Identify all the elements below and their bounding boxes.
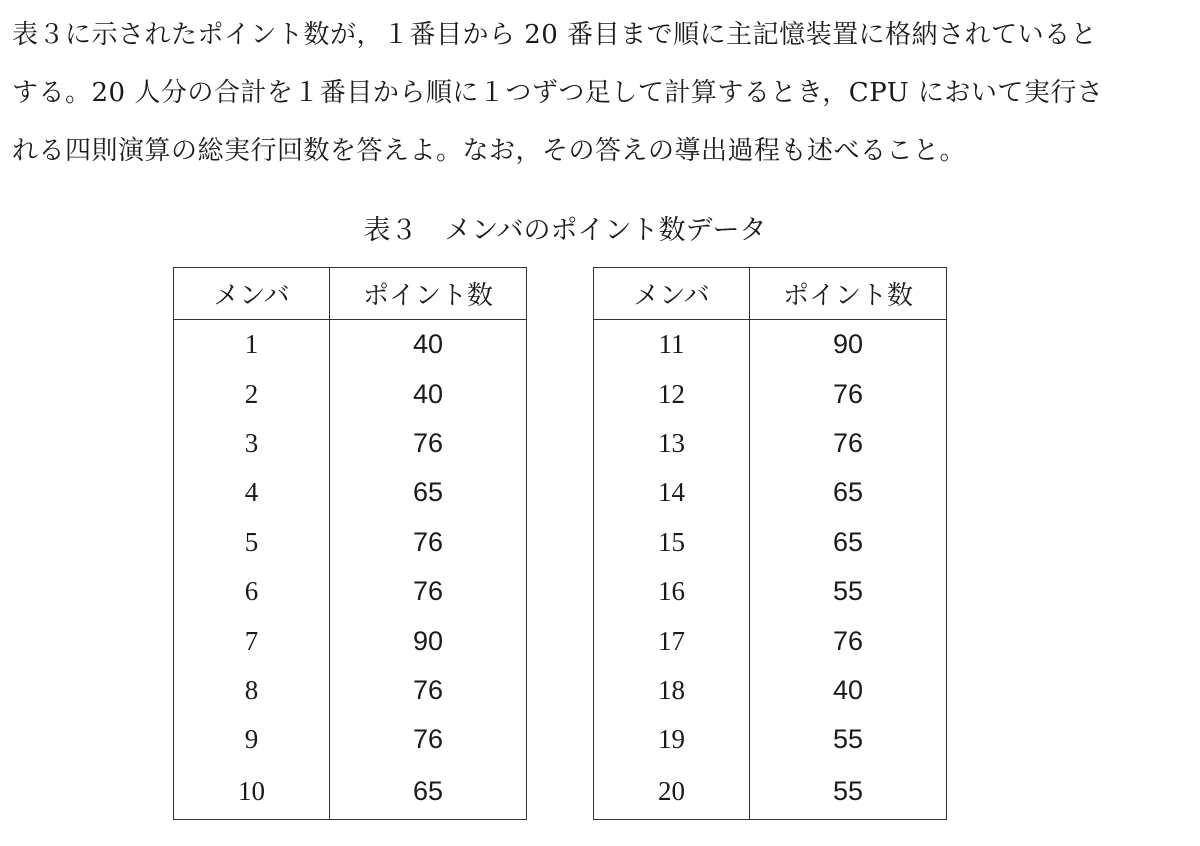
table-row <box>594 715 947 764</box>
table-header-row <box>174 268 527 320</box>
member-cell: 15 <box>594 518 750 567</box>
points-cell: 76 <box>412 674 444 705</box>
points-cell: 65 <box>412 776 444 807</box>
points-cell: 55 <box>832 776 864 807</box>
member-cell: 6 <box>174 567 330 616</box>
table-row <box>594 765 947 820</box>
points-cell: 76 <box>412 724 444 755</box>
member-cell: 4 <box>174 468 330 517</box>
points-table-left <box>173 267 527 820</box>
table-row <box>594 320 947 370</box>
member-column-header: メンバ <box>594 268 750 320</box>
table-row <box>594 419 947 468</box>
member-cell: 16 <box>594 567 750 616</box>
member-cell: 19 <box>594 715 750 764</box>
member-cell: 7 <box>174 616 330 665</box>
table-row <box>174 567 527 616</box>
member-cell: 14 <box>594 468 750 517</box>
member-cell: 18 <box>594 666 750 715</box>
points-cell: 76 <box>412 427 444 458</box>
member-column-header: メンバ <box>174 268 330 320</box>
points-cell: 90 <box>412 625 444 656</box>
points-cell: 65 <box>832 477 864 508</box>
question-line: 表３に示されたポイント数が，１番目から 20 番目まで順に主記憶装置に格納されていると <box>12 20 1098 50</box>
points-cell: 76 <box>832 625 864 656</box>
points-cell: 76 <box>412 576 444 607</box>
member-cell: 3 <box>174 419 330 468</box>
table-row <box>594 468 947 517</box>
table-caption: 表３ メンバのポイント数データ <box>363 215 767 246</box>
points-table-right <box>593 267 947 820</box>
points-cell: 40 <box>412 329 444 360</box>
points-cell: 55 <box>832 724 864 755</box>
member-cell: 12 <box>594 369 750 418</box>
table-row <box>594 666 947 715</box>
member-cell: 1 <box>174 320 330 370</box>
table-row <box>174 666 527 715</box>
points-cell: 76 <box>412 526 444 557</box>
member-cell: 13 <box>594 419 750 468</box>
table-row <box>174 518 527 567</box>
table-row <box>174 320 527 370</box>
member-cell: 11 <box>594 320 750 370</box>
table-row <box>174 715 527 764</box>
question-line: れる四則演算の総実行回数を答えよ。なお，その答えの導出過程も述べること。 <box>12 136 967 166</box>
table-row <box>174 369 527 418</box>
table-row <box>594 369 947 418</box>
member-cell: 20 <box>594 765 750 820</box>
table-row <box>174 765 527 820</box>
table-row <box>594 567 947 616</box>
question-line: する。20 人分の合計を１番目から順に１つずつ足して計算するとき，CPU において実行さ <box>12 78 1104 108</box>
points-column-header: ポイント数 <box>750 268 947 320</box>
table-row <box>594 518 947 567</box>
question-text <box>12 6 1192 180</box>
points-cell: 90 <box>832 329 864 360</box>
points-cell: 40 <box>832 674 864 705</box>
member-cell: 5 <box>174 518 330 567</box>
points-cell: 65 <box>412 477 444 508</box>
table-row <box>174 468 527 517</box>
member-cell: 8 <box>174 666 330 715</box>
table-row <box>594 616 947 665</box>
member-cell: 2 <box>174 369 330 418</box>
points-cell: 40 <box>412 378 444 409</box>
points-cell: 76 <box>832 378 864 409</box>
member-cell: 9 <box>174 715 330 764</box>
points-cell: 55 <box>832 576 864 607</box>
table-row <box>174 419 527 468</box>
points-cell: 76 <box>832 427 864 458</box>
member-cell: 17 <box>594 616 750 665</box>
points-cell: 65 <box>832 526 864 557</box>
member-cell: 10 <box>174 765 330 820</box>
table-row <box>174 616 527 665</box>
points-column-header: ポイント数 <box>330 268 527 320</box>
table-header-row <box>594 268 947 320</box>
